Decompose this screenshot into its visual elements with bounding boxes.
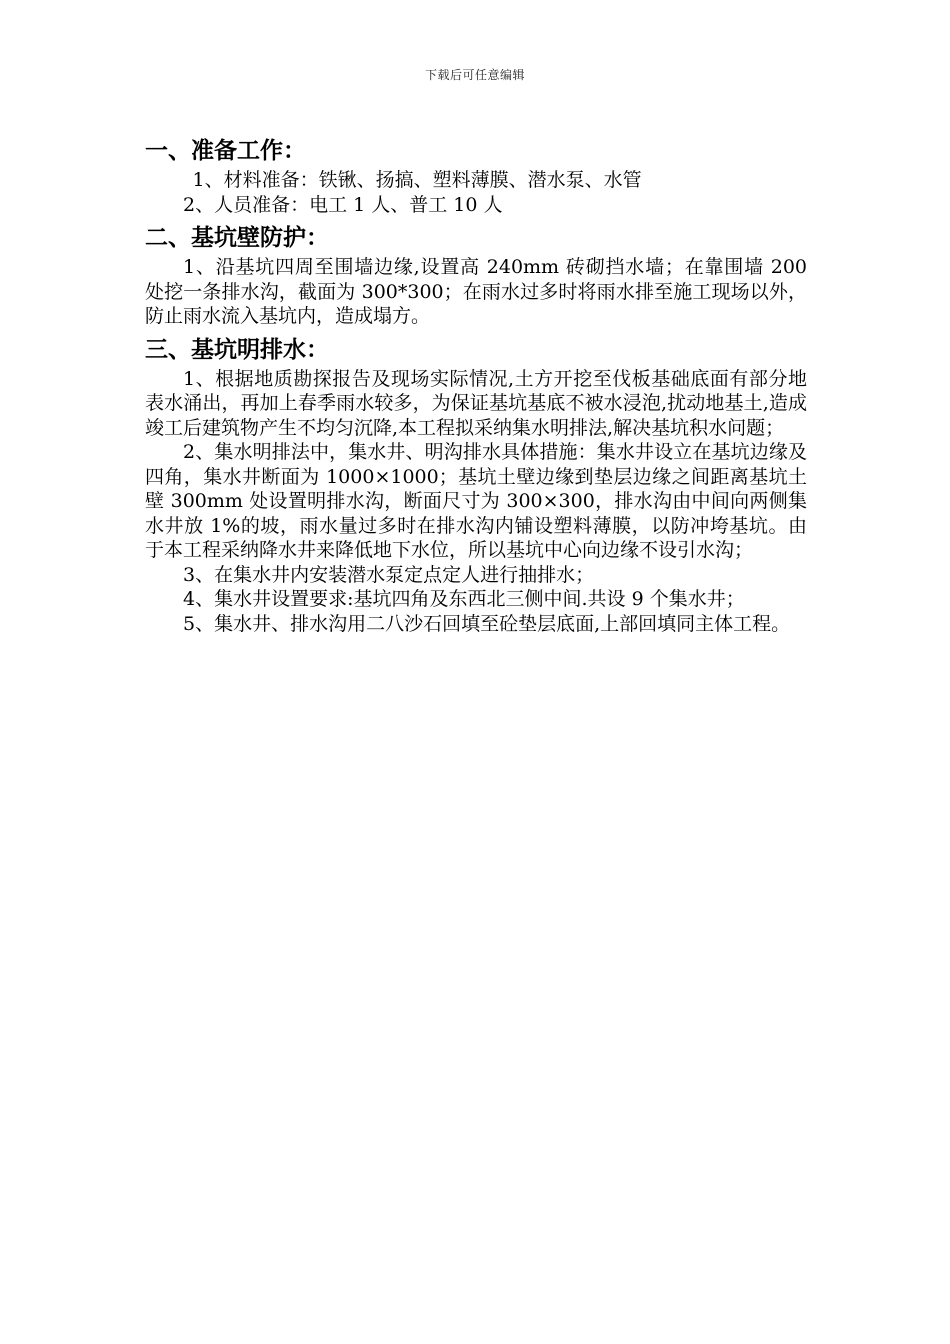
section-preparation [145,130,807,217]
paragraph: 1、材料准备：铁锹、扬搞、塑料薄膜、潜水泵、水管 [192,169,642,191]
paragraph: 2、集水明排法中，集水井、明沟排水具体措施：集水井设立在基坑边缘及四角，集水井断面为 1000×1000；基坑土壁边缘到垫层边缘之间距离基坑土壁 300mm 处设置明排水沟，断面尺寸为 300×300，排水沟由中间向两侧集水井放 1%的坡，雨水量过多时在排水沟内铺设塑料薄膜，以防冲垮基坑。由于本工程采纳降水井来降低地下水位，所以基坑中心向边缘不设引水沟； [145,441,807,561]
paragraph: 2、人员准备：电工 1 人、普工 10 人 [183,193,503,216]
document-body [145,130,807,638]
paragraph: 1、根据地质勘探报告及现场实际情况,土方开挖至伐板基础底面有部分地表水涌出，再加上春季雨水较多，为保证基坑基底不被水浸泡,扰动地基土,造成竣工后建筑物产生不均匀沉降,本工程拟采纳集水明排法,解决基坑积水问题； [145,367,807,439]
section-heading: 三、基坑明排水： [145,336,329,363]
paragraph: 3、在集水井内安装潜水泵定点定人进行抽排水； [183,563,595,586]
paragraph: 1、沿基坑四周至围墙边缘,设置高 240mm 砖砌挡水墙；在靠围墙 200 处挖一条排水沟，截面为 300*300；在雨水过多时将雨水排至施工现场以外，防止雨水流入基坑内，造成塌方。 [145,256,807,327]
section-heading: 二、基坑壁防护： [145,225,329,251]
paragraph: 4、集水井设置要求:基坑四角及东西北三侧中间.共设 9 个集水井； [183,588,745,610]
page-header-note: 下载后可任意编辑 [424,68,525,82]
section-open-drainage [145,331,807,637]
section-heading: 一、准备工作： [145,138,306,164]
paragraph: 5、集水井、排水沟用二八沙石回填至砼垫层底面,上部回填同主体工程。 [183,612,791,635]
section-pit-wall-protection [145,219,807,329]
